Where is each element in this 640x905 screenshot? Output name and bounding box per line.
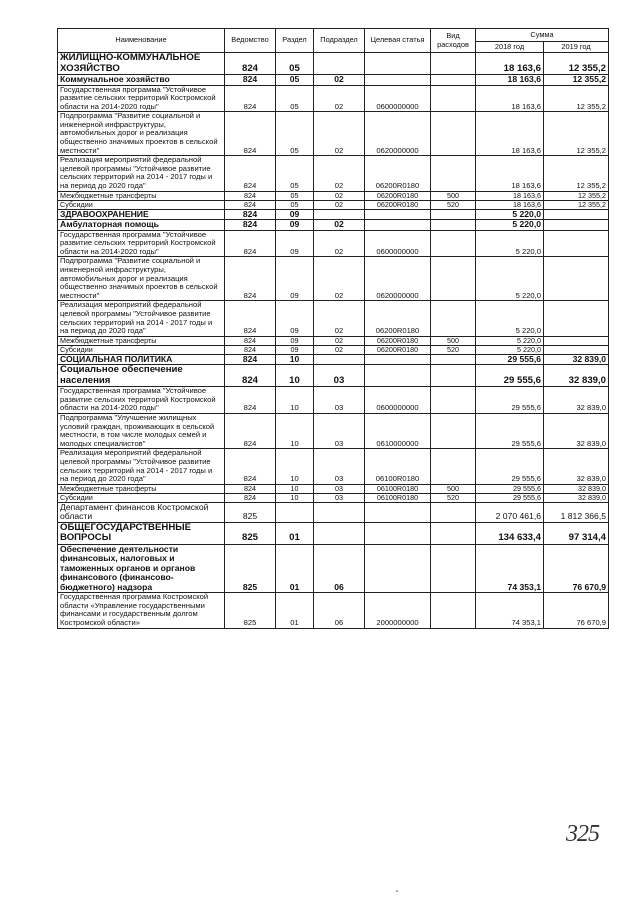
row-target: 2000000000 bbox=[365, 593, 431, 628]
row-name: ЖИЛИЩНО-КОММУНАЛЬНОЕ ХОЗЯЙСТВО bbox=[58, 53, 225, 75]
row-subsection bbox=[314, 522, 365, 544]
row-sum-2019: 12 355,2 bbox=[544, 75, 609, 86]
row-subsection: 02 bbox=[314, 156, 365, 191]
row-sum-2019: 76 670,9 bbox=[544, 593, 609, 628]
row-sum-2018: 29 555,6 bbox=[476, 365, 544, 387]
row-section: 05 bbox=[276, 156, 314, 191]
row-exptype bbox=[431, 387, 476, 414]
row-subsection bbox=[314, 354, 365, 365]
row-exptype bbox=[431, 544, 476, 593]
row-target: 06200R0180 bbox=[365, 191, 431, 200]
row-sum-2019 bbox=[544, 345, 609, 354]
row-subsection: 02 bbox=[314, 191, 365, 200]
row-subsection: 02 bbox=[314, 112, 365, 156]
row-sum-2018: 5 220,0 bbox=[476, 230, 544, 257]
row-dept: 824 bbox=[225, 365, 276, 387]
row-section: 09 bbox=[276, 257, 314, 301]
row-section: 09 bbox=[276, 345, 314, 354]
row-section: 10 bbox=[276, 354, 314, 365]
row-dept: 824 bbox=[225, 301, 276, 336]
row-target: 06200R0180 bbox=[365, 345, 431, 354]
row-subsection: 03 bbox=[314, 449, 365, 484]
row-subsection: 02 bbox=[314, 200, 365, 209]
row-sum-2019 bbox=[544, 220, 609, 231]
row-exptype bbox=[431, 502, 476, 522]
row-dept: 824 bbox=[225, 336, 276, 345]
row-dept: 824 bbox=[225, 414, 276, 449]
row-target bbox=[365, 209, 431, 220]
header-exptype: Вид расходов bbox=[431, 29, 476, 53]
row-target: 06200R0180 bbox=[365, 156, 431, 191]
row-name: Государственная программа "Устойчивое развитие сельских территорий Костромской области на 2014-2020 годы" bbox=[58, 230, 225, 257]
header-target: Целевая статья bbox=[365, 29, 431, 53]
row-subsection: 02 bbox=[314, 345, 365, 354]
table-row bbox=[58, 53, 609, 75]
row-target: 0610000000 bbox=[365, 414, 431, 449]
row-subsection bbox=[314, 502, 365, 522]
row-name: ОБЩЕГОСУДАРСТВЕННЫЕ ВОПРОСЫ bbox=[58, 522, 225, 544]
row-subsection: 03 bbox=[314, 414, 365, 449]
row-sum-2019 bbox=[544, 301, 609, 336]
row-sum-2019: 32 839,0 bbox=[544, 365, 609, 387]
row-sum-2018: 5 220,0 bbox=[476, 220, 544, 231]
table-header bbox=[58, 29, 609, 53]
row-section: 01 bbox=[276, 544, 314, 593]
row-section: 05 bbox=[276, 112, 314, 156]
row-sum-2019: 12 355,2 bbox=[544, 112, 609, 156]
row-section: 10 bbox=[276, 414, 314, 449]
row-section: 05 bbox=[276, 200, 314, 209]
row-subsection: 02 bbox=[314, 85, 365, 112]
row-name: ЗДРАВООХРАНЕНИЕ bbox=[58, 209, 225, 220]
row-sum-2018: 18 163,6 bbox=[476, 75, 544, 86]
row-exptype: 500 bbox=[431, 484, 476, 493]
row-exptype bbox=[431, 53, 476, 75]
row-sum-2018: 18 163,6 bbox=[476, 191, 544, 200]
row-sum-2018: 18 163,6 bbox=[476, 53, 544, 75]
row-subsection: 06 bbox=[314, 593, 365, 628]
row-dept: 824 bbox=[225, 354, 276, 365]
row-subsection: 02 bbox=[314, 257, 365, 301]
row-section: 09 bbox=[276, 230, 314, 257]
row-sum-2018: 74 353,1 bbox=[476, 544, 544, 593]
row-sum-2018: 2 070 461,6 bbox=[476, 502, 544, 522]
row-sum-2018: 29 555,6 bbox=[476, 449, 544, 484]
row-sum-2018: 5 220,0 bbox=[476, 336, 544, 345]
row-name: Межбюджетные трансферты bbox=[58, 191, 225, 200]
row-dept: 824 bbox=[225, 484, 276, 493]
row-sum-2018: 18 163,6 bbox=[476, 112, 544, 156]
row-target: 06200R0180 bbox=[365, 200, 431, 209]
row-name: Реализация мероприятий федеральной целевой программы "Устойчивое развитие сельских территорий на 2014 - 2017 годы и на период до 2020 года" bbox=[58, 449, 225, 484]
row-sum-2019: 12 355,2 bbox=[544, 156, 609, 191]
row-name: Реализация мероприятий федеральной целевой программы "Устойчивое развитие сельских территорий на 2014 - 2017 годы и на период до 2020 года" bbox=[58, 156, 225, 191]
row-name: Субсидии bbox=[58, 493, 225, 502]
row-exptype bbox=[431, 220, 476, 231]
row-name: Социальное обеспечение населения bbox=[58, 365, 225, 387]
row-subsection: 02 bbox=[314, 301, 365, 336]
row-sum-2019: 12 355,2 bbox=[544, 53, 609, 75]
row-section: 10 bbox=[276, 365, 314, 387]
row-dept: 824 bbox=[225, 345, 276, 354]
row-name: Реализация мероприятий федеральной целевой программы "Устойчивое развитие сельских территорий на 2014 - 2017 годы и на период до 2020 года" bbox=[58, 301, 225, 336]
row-sum-2018: 134 633,4 bbox=[476, 522, 544, 544]
table-row bbox=[58, 493, 609, 502]
row-dept: 824 bbox=[225, 85, 276, 112]
row-target bbox=[365, 354, 431, 365]
row-dept: 824 bbox=[225, 200, 276, 209]
row-exptype: 520 bbox=[431, 200, 476, 209]
row-target bbox=[365, 502, 431, 522]
row-exptype bbox=[431, 365, 476, 387]
row-exptype bbox=[431, 414, 476, 449]
row-section: 01 bbox=[276, 522, 314, 544]
row-name: Межбюджетные трансферты bbox=[58, 336, 225, 345]
row-name: Межбюджетные трансферты bbox=[58, 484, 225, 493]
row-sum-2019: 32 839,0 bbox=[544, 354, 609, 365]
row-exptype bbox=[431, 85, 476, 112]
table-row bbox=[58, 593, 609, 628]
table-row bbox=[58, 209, 609, 220]
table-row bbox=[58, 85, 609, 112]
row-sum-2019: 32 839,0 bbox=[544, 484, 609, 493]
page-number: 325 bbox=[566, 821, 599, 847]
table-row bbox=[58, 354, 609, 365]
row-target bbox=[365, 75, 431, 86]
row-dept: 825 bbox=[225, 522, 276, 544]
row-dept: 825 bbox=[225, 502, 276, 522]
row-section: 10 bbox=[276, 493, 314, 502]
table-row bbox=[58, 230, 609, 257]
table-row bbox=[58, 220, 609, 231]
row-section: 09 bbox=[276, 336, 314, 345]
row-subsection: 02 bbox=[314, 336, 365, 345]
row-dept: 824 bbox=[225, 191, 276, 200]
row-subsection: 06 bbox=[314, 544, 365, 593]
row-section: 09 bbox=[276, 209, 314, 220]
row-subsection bbox=[314, 53, 365, 75]
budget-table bbox=[57, 28, 609, 629]
row-exptype: 500 bbox=[431, 191, 476, 200]
row-target: 06100R0180 bbox=[365, 484, 431, 493]
row-target: 0600000000 bbox=[365, 85, 431, 112]
row-sum-2018: 18 163,6 bbox=[476, 200, 544, 209]
header-dept: Ведомство bbox=[225, 29, 276, 53]
row-sum-2019: 32 839,0 bbox=[544, 449, 609, 484]
row-name: Амбулаторная помощь bbox=[58, 220, 225, 231]
row-sum-2018: 29 555,6 bbox=[476, 414, 544, 449]
row-target: 06100R0180 bbox=[365, 493, 431, 502]
table-row bbox=[58, 301, 609, 336]
header-sum: Сумма bbox=[476, 29, 609, 42]
header-year-2019: 2019 год bbox=[544, 42, 609, 53]
row-sum-2018: 29 555,6 bbox=[476, 484, 544, 493]
row-dept: 824 bbox=[225, 387, 276, 414]
row-target: 0620000000 bbox=[365, 257, 431, 301]
table-row bbox=[58, 336, 609, 345]
table-row bbox=[58, 365, 609, 387]
table-row bbox=[58, 484, 609, 493]
row-exptype bbox=[431, 301, 476, 336]
row-exptype bbox=[431, 209, 476, 220]
table-row bbox=[58, 449, 609, 484]
row-sum-2018: 5 220,0 bbox=[476, 209, 544, 220]
row-section: 05 bbox=[276, 75, 314, 86]
table-body bbox=[58, 53, 609, 629]
row-dept: 824 bbox=[225, 449, 276, 484]
row-subsection: 03 bbox=[314, 365, 365, 387]
row-exptype bbox=[431, 156, 476, 191]
row-dept: 824 bbox=[225, 493, 276, 502]
header-year-2018: 2018 год bbox=[476, 42, 544, 53]
row-sum-2019 bbox=[544, 209, 609, 220]
row-exptype bbox=[431, 354, 476, 365]
row-target bbox=[365, 365, 431, 387]
row-sum-2018: 5 220,0 bbox=[476, 301, 544, 336]
table-row bbox=[58, 191, 609, 200]
row-name: Подпрограмма "Развитие социальной и инженерной инфраструктуры, автомобильных дорог и реализация общественно значимых проектов в сельской местности" bbox=[58, 112, 225, 156]
row-exptype bbox=[431, 75, 476, 86]
row-section: 10 bbox=[276, 449, 314, 484]
header-section: Раздел bbox=[276, 29, 314, 53]
header-subsection: Подраздел bbox=[314, 29, 365, 53]
row-dept: 824 bbox=[225, 75, 276, 86]
row-subsection: 02 bbox=[314, 75, 365, 86]
row-sum-2018: 18 163,6 bbox=[476, 156, 544, 191]
row-section: 05 bbox=[276, 53, 314, 75]
row-name: Субсидии bbox=[58, 345, 225, 354]
row-name: Подпрограмма "Улучшение жилищных условий граждан, проживающих в сельской местности, в том числе молодых семей и молодых специалистов" bbox=[58, 414, 225, 449]
row-sum-2019: 32 839,0 bbox=[544, 387, 609, 414]
row-sum-2019: 97 314,4 bbox=[544, 522, 609, 544]
row-sum-2018: 5 220,0 bbox=[476, 257, 544, 301]
row-dept: 825 bbox=[225, 544, 276, 593]
row-section: 05 bbox=[276, 191, 314, 200]
row-name: Департамент финансов Костромской области bbox=[58, 502, 225, 522]
row-target bbox=[365, 544, 431, 593]
row-dept: 825 bbox=[225, 593, 276, 628]
row-section bbox=[276, 502, 314, 522]
row-sum-2019 bbox=[544, 257, 609, 301]
row-target bbox=[365, 522, 431, 544]
row-exptype bbox=[431, 257, 476, 301]
row-dept: 824 bbox=[225, 112, 276, 156]
row-exptype bbox=[431, 593, 476, 628]
row-dept: 824 bbox=[225, 156, 276, 191]
row-sum-2018: 18 163,6 bbox=[476, 85, 544, 112]
row-name: Государственная программа "Устойчивое развитие сельских территорий Костромской области на 2014-2020 годы" bbox=[58, 387, 225, 414]
row-subsection bbox=[314, 209, 365, 220]
table-row bbox=[58, 522, 609, 544]
row-sum-2018: 5 220,0 bbox=[476, 345, 544, 354]
row-target bbox=[365, 220, 431, 231]
row-section: 10 bbox=[276, 387, 314, 414]
row-exptype bbox=[431, 112, 476, 156]
row-sum-2018: 29 555,6 bbox=[476, 354, 544, 365]
row-sum-2019 bbox=[544, 230, 609, 257]
row-sum-2019 bbox=[544, 336, 609, 345]
row-section: 05 bbox=[276, 85, 314, 112]
row-target bbox=[365, 53, 431, 75]
table-row bbox=[58, 200, 609, 209]
row-name: Субсидии bbox=[58, 200, 225, 209]
table-row bbox=[58, 156, 609, 191]
scan-speck bbox=[396, 890, 398, 892]
row-name: Коммунальное хозяйство bbox=[58, 75, 225, 86]
row-sum-2019: 1 812 366,5 bbox=[544, 502, 609, 522]
row-dept: 824 bbox=[225, 209, 276, 220]
row-target: 0620000000 bbox=[365, 112, 431, 156]
row-subsection: 03 bbox=[314, 484, 365, 493]
row-name: Государственная программа "Устойчивое развитие сельских территорий Костромской области на 2014-2020 годы" bbox=[58, 85, 225, 112]
row-name: Государственная программа Костромской области «Управление государственными финансами и государственным долгом Костромской области» bbox=[58, 593, 225, 628]
table-row bbox=[58, 502, 609, 522]
table-row bbox=[58, 257, 609, 301]
table-row bbox=[58, 345, 609, 354]
row-sum-2019: 12 355,2 bbox=[544, 191, 609, 200]
table-row bbox=[58, 414, 609, 449]
row-target: 06200R0180 bbox=[365, 336, 431, 345]
row-sum-2019: 12 355,2 bbox=[544, 200, 609, 209]
row-dept: 824 bbox=[225, 230, 276, 257]
row-section: 09 bbox=[276, 301, 314, 336]
row-sum-2019: 32 839,0 bbox=[544, 414, 609, 449]
row-target: 0600000000 bbox=[365, 230, 431, 257]
row-sum-2019: 32 839,0 bbox=[544, 493, 609, 502]
row-sum-2019: 12 355,2 bbox=[544, 85, 609, 112]
row-subsection: 02 bbox=[314, 230, 365, 257]
row-sum-2019: 76 670,9 bbox=[544, 544, 609, 593]
row-exptype: 500 bbox=[431, 336, 476, 345]
row-section: 09 bbox=[276, 220, 314, 231]
row-target: 06200R0180 bbox=[365, 301, 431, 336]
row-name: Подпрограмма "Развитие социальной и инженерной инфраструктуры, автомобильных дорог и реализация общественно значимых проектов в сельской местности" bbox=[58, 257, 225, 301]
row-section: 01 bbox=[276, 593, 314, 628]
row-target: 0600000000 bbox=[365, 387, 431, 414]
row-subsection: 03 bbox=[314, 387, 365, 414]
row-sum-2018: 74 353,1 bbox=[476, 593, 544, 628]
table-row bbox=[58, 112, 609, 156]
table-row bbox=[58, 544, 609, 593]
table-row bbox=[58, 387, 609, 414]
row-dept: 824 bbox=[225, 257, 276, 301]
row-section: 10 bbox=[276, 484, 314, 493]
header-name: Наименование bbox=[58, 29, 225, 53]
row-sum-2018: 29 555,6 bbox=[476, 387, 544, 414]
row-exptype bbox=[431, 522, 476, 544]
row-sum-2018: 29 555,6 bbox=[476, 493, 544, 502]
row-subsection: 03 bbox=[314, 493, 365, 502]
row-exptype: 520 bbox=[431, 493, 476, 502]
row-name: Обеспечение деятельности финансовых, налоговых и таможенных органов и органов финансового (финансово-бюджетного) надзора bbox=[58, 544, 225, 593]
row-exptype bbox=[431, 230, 476, 257]
row-dept: 824 bbox=[225, 220, 276, 231]
row-name: СОЦИАЛЬНАЯ ПОЛИТИКА bbox=[58, 354, 225, 365]
row-dept: 824 bbox=[225, 53, 276, 75]
row-exptype: 520 bbox=[431, 345, 476, 354]
row-subsection: 02 bbox=[314, 220, 365, 231]
row-exptype bbox=[431, 449, 476, 484]
row-target: 06100R0180 bbox=[365, 449, 431, 484]
table-row bbox=[58, 75, 609, 86]
